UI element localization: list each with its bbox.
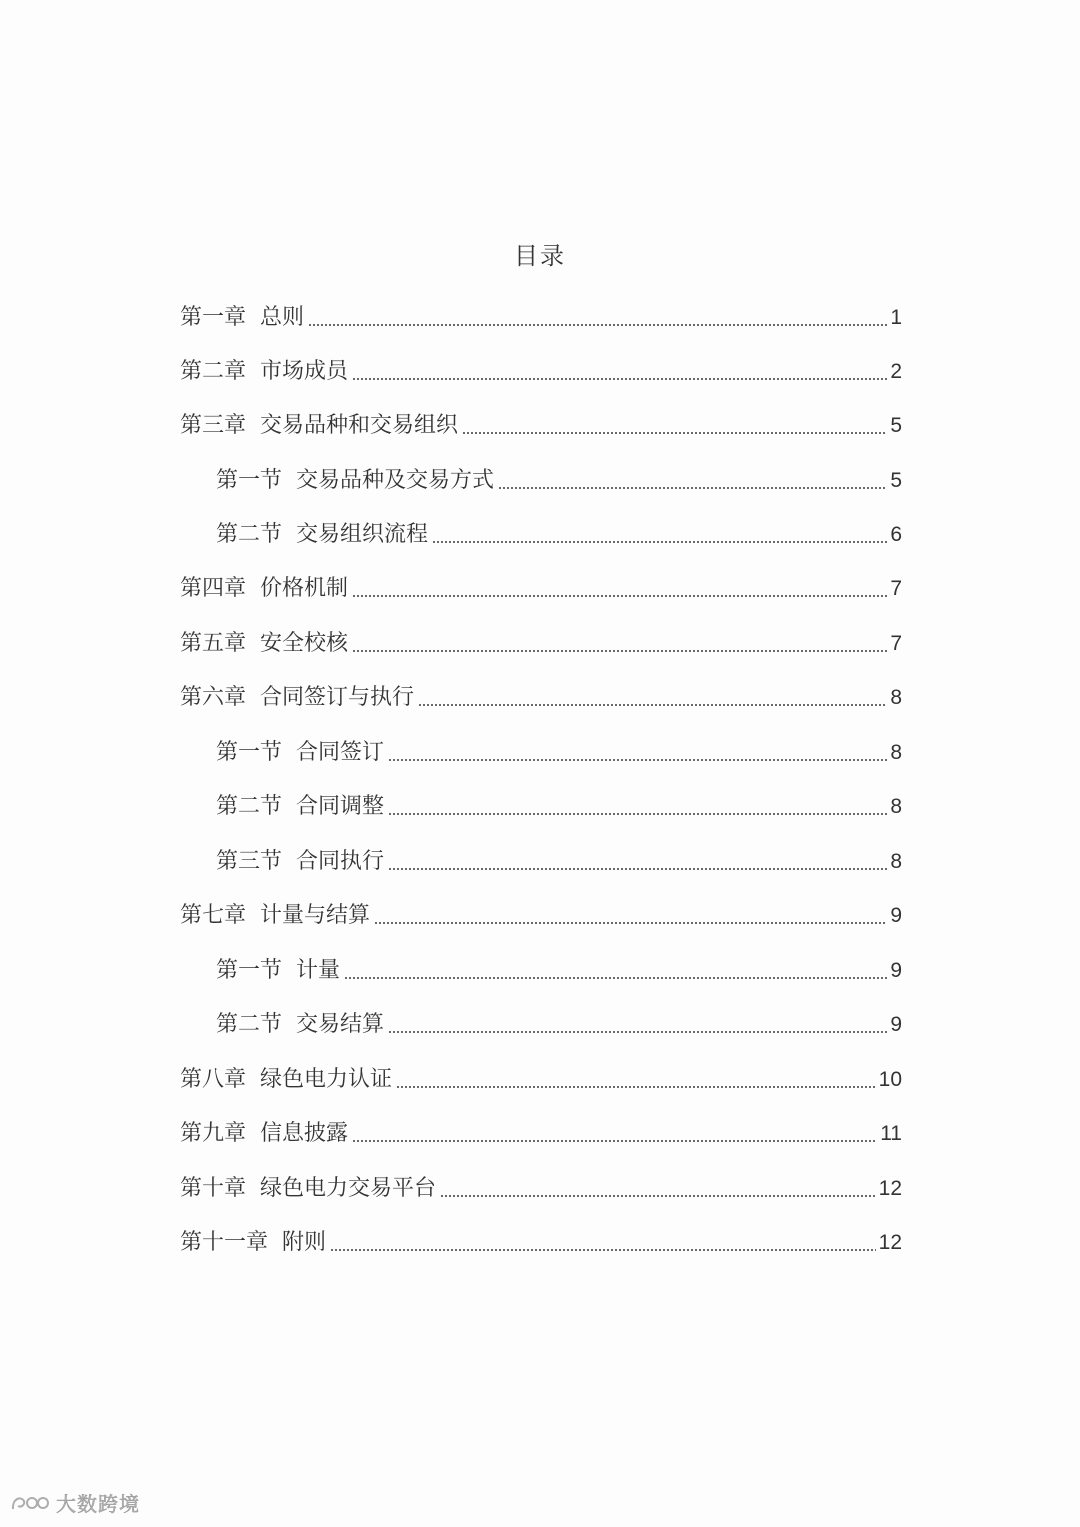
entry-number: 第六章 (180, 685, 247, 710)
entry-number: 第一节 (216, 958, 283, 983)
entry-name: 附则 (282, 1230, 327, 1255)
entry-number: 第二节 (216, 794, 283, 819)
page-number: 8 (890, 850, 902, 873)
dot-leader (418, 704, 887, 706)
dot-leader (440, 1195, 876, 1197)
entry-name: 总则 (260, 305, 305, 330)
dot-leader (308, 324, 887, 326)
page-number: 9 (890, 1013, 902, 1036)
brand-logo-icon (10, 1492, 50, 1514)
entry-number: 第一节 (216, 740, 283, 765)
entry-number: 第三章 (180, 413, 247, 438)
entry-number: 第二节 (216, 522, 283, 547)
page-number: 8 (890, 686, 902, 709)
entry-number: 第八章 (180, 1067, 247, 1092)
entry-name: 合同签订与执行 (260, 685, 415, 710)
entry-number: 第九章 (180, 1121, 247, 1146)
dot-leader (462, 432, 887, 434)
page-number: 11 (880, 1122, 902, 1145)
entry-name: 交易结算 (296, 1012, 385, 1037)
dot-leader (352, 650, 887, 652)
entry-number: 第十章 (180, 1176, 247, 1201)
page-number: 9 (890, 959, 902, 982)
toc-entry[interactable] (180, 568, 902, 604)
entry-name: 交易组织流程 (296, 522, 429, 547)
toc-entry[interactable] (180, 1168, 902, 1204)
entry-name: 绿色电力认证 (260, 1067, 393, 1092)
page-number: 5 (890, 469, 902, 492)
watermark (10, 1488, 140, 1517)
toc-entry-section[interactable] (216, 460, 902, 496)
entry-name: 合同执行 (296, 849, 385, 874)
entry-number: 第三节 (216, 849, 283, 874)
toc-entry[interactable] (180, 405, 902, 441)
entry-name: 计量 (296, 958, 341, 983)
entry-number: 第七章 (180, 903, 247, 928)
dot-leader (352, 595, 887, 597)
page-number: 7 (890, 577, 902, 600)
toc-entry-section[interactable] (216, 841, 902, 877)
dot-leader (344, 977, 887, 979)
page-number: 8 (890, 795, 902, 818)
toc-entry-section[interactable] (216, 786, 902, 822)
dot-leader (330, 1249, 876, 1251)
entry-name: 市场成员 (260, 359, 349, 384)
entry-name: 价格机制 (260, 576, 349, 601)
entry-number: 第二节 (216, 1012, 283, 1037)
toc-entry-section[interactable] (216, 732, 902, 768)
toc-entry[interactable] (180, 297, 902, 333)
dot-leader (432, 541, 887, 543)
dot-leader (396, 1086, 876, 1088)
dot-leader (352, 1140, 877, 1142)
page-number: 10 (878, 1068, 902, 1091)
page-number: 5 (890, 414, 902, 437)
page-number: 12 (878, 1231, 902, 1254)
toc-title: 目录 (514, 242, 566, 270)
page-number: 12 (878, 1177, 902, 1200)
toc-entry[interactable] (180, 1222, 902, 1258)
page-number: 8 (890, 741, 902, 764)
entry-number: 第十一章 (180, 1230, 269, 1255)
entry-number: 第四章 (180, 576, 247, 601)
page-number: 1 (890, 306, 902, 329)
page-number: 7 (890, 632, 902, 655)
entry-name: 合同签订 (296, 740, 385, 765)
dot-leader (498, 487, 887, 489)
entry-number: 第一章 (180, 305, 247, 330)
entry-name: 绿色电力交易平台 (260, 1176, 437, 1201)
entry-number: 第二章 (180, 359, 247, 384)
watermark-text: 大数跨境 (56, 1492, 140, 1516)
toc-entry-section[interactable] (216, 950, 902, 986)
page-number: 2 (890, 360, 902, 383)
toc-entry-section[interactable] (216, 1004, 902, 1040)
dot-leader (388, 868, 887, 870)
dot-leader (374, 922, 887, 924)
toc-entry[interactable] (180, 1113, 902, 1149)
entry-name: 交易品种及交易方式 (296, 468, 495, 493)
dot-leader (388, 1031, 887, 1033)
page-number: 6 (890, 523, 902, 546)
entry-name: 信息披露 (260, 1121, 349, 1146)
toc-entry[interactable] (180, 623, 902, 659)
entry-name: 合同调整 (296, 794, 385, 819)
toc-entry-section[interactable] (216, 514, 902, 550)
entry-name: 安全校核 (260, 631, 349, 656)
dot-leader (352, 378, 887, 380)
dot-leader (388, 759, 887, 761)
entry-name: 交易品种和交易组织 (260, 413, 459, 438)
entry-name: 计量与结算 (260, 903, 371, 928)
toc-entry[interactable] (180, 895, 902, 931)
entry-number: 第五章 (180, 631, 247, 656)
toc-entry[interactable] (180, 351, 902, 387)
dot-leader (388, 813, 887, 815)
entry-number: 第一节 (216, 468, 283, 493)
toc-entry[interactable] (180, 677, 902, 713)
page-number: 9 (890, 904, 902, 927)
toc-entry[interactable] (180, 1059, 902, 1095)
